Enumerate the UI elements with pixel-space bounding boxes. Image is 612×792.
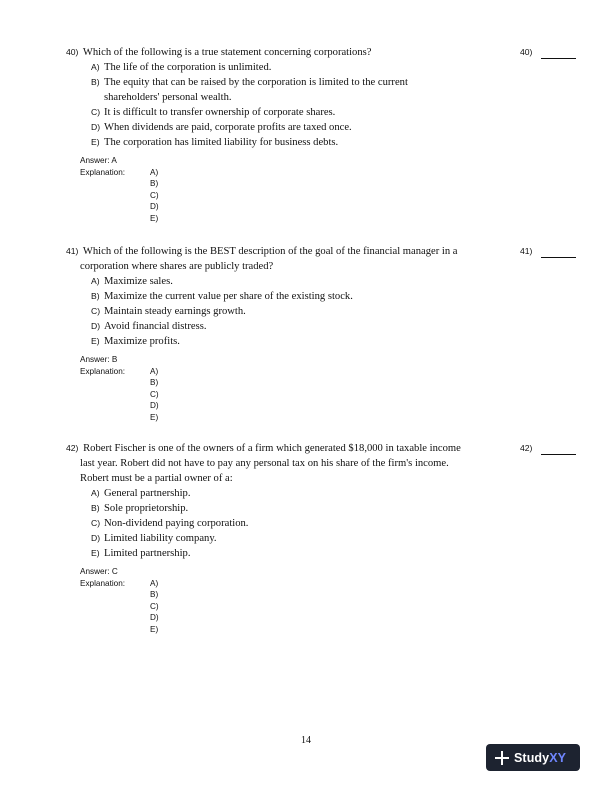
- choice-b: B) Sole proprietorship.: [91, 503, 189, 514]
- answer-text: Answer: B: [80, 355, 118, 364]
- choice-b: B) The equity that can be raised by the corporation is limited to the current shareholders' personal wealth.: [91, 77, 408, 103]
- question-stem-continued: corporation where shares are publicly traded?: [80, 261, 274, 272]
- question-stem: Which of the following is the BEST description of the goal of the financial manager in a: [82, 246, 458, 257]
- question-number: 42): [66, 443, 79, 453]
- choice-e: E) Limited partnership.: [91, 548, 191, 559]
- studyxy-logo[interactable]: [486, 744, 580, 771]
- explanation-label: Explanation:: [80, 366, 126, 376]
- side-question-number: 40): [520, 47, 533, 57]
- question-stem-continued: Robert must be a partial owner of a:: [80, 473, 233, 484]
- answer-blank-line: [541, 257, 576, 258]
- choice-b: B) Maximize the current value per share of the existing stock.: [91, 291, 353, 302]
- choice-c: C) Non-dividend paying corporation.: [91, 518, 249, 529]
- brand-name: StudyXY: [514, 750, 567, 765]
- choice-a: A) Maximize sales.: [91, 276, 173, 287]
- question-number: 40): [66, 47, 79, 57]
- answer-text: Answer: C: [80, 567, 118, 576]
- plus-icon: [495, 751, 509, 765]
- choice-e: E) The corporation has limited liability for business debts.: [91, 137, 339, 148]
- side-question-number: 42): [520, 443, 533, 453]
- choice-list: [91, 274, 586, 349]
- choice-d: D) Avoid financial distress.: [91, 321, 207, 332]
- answer-block: [80, 155, 586, 223]
- question-40: [66, 45, 586, 223]
- side-question-number: 41): [520, 246, 533, 256]
- page-number: 14: [301, 735, 311, 746]
- explanation-label: Explanation:: [80, 578, 126, 588]
- answer-blank-line: [541, 58, 576, 59]
- answer-blank-line: [541, 454, 576, 455]
- choice-c: C) Maintain steady earnings growth.: [91, 306, 246, 317]
- answer-block: [80, 566, 586, 634]
- question-42: [66, 441, 586, 634]
- choice-a: A) General partnership.: [91, 488, 191, 499]
- question-stem: Robert Fischer is one of the owners of a firm which generated $18,000 in taxable income: [83, 443, 461, 454]
- explanation-letters: A) B) C) D) E): [150, 366, 159, 422]
- question-stem: Which of the following is a true statement concerning corporations?: [82, 47, 372, 58]
- choice-d: D) When dividends are paid, corporate profits are taxed once.: [91, 122, 352, 133]
- explanation-letters: A) B) C) D) E): [150, 167, 159, 223]
- explanation-label: Explanation:: [80, 167, 126, 177]
- answer-text: Answer: A: [80, 156, 117, 165]
- choice-a: A) The life of the corporation is unlimited.: [91, 62, 272, 73]
- choice-list: [91, 486, 586, 561]
- question-number: 41): [66, 246, 79, 256]
- choice-list: [91, 60, 586, 150]
- question-41: [66, 244, 586, 422]
- answer-block: [80, 354, 586, 422]
- explanation-letters: A) B) C) D) E): [150, 578, 159, 634]
- choice-e: E) Maximize profits.: [91, 336, 180, 347]
- choice-d: D) Limited liability company.: [91, 533, 217, 544]
- choice-c: C) It is difficult to transfer ownership of corporate shares.: [91, 107, 336, 118]
- question-stem-continued: last year. Robert did not have to pay any personal tax on his share of the firm's income.: [80, 458, 449, 469]
